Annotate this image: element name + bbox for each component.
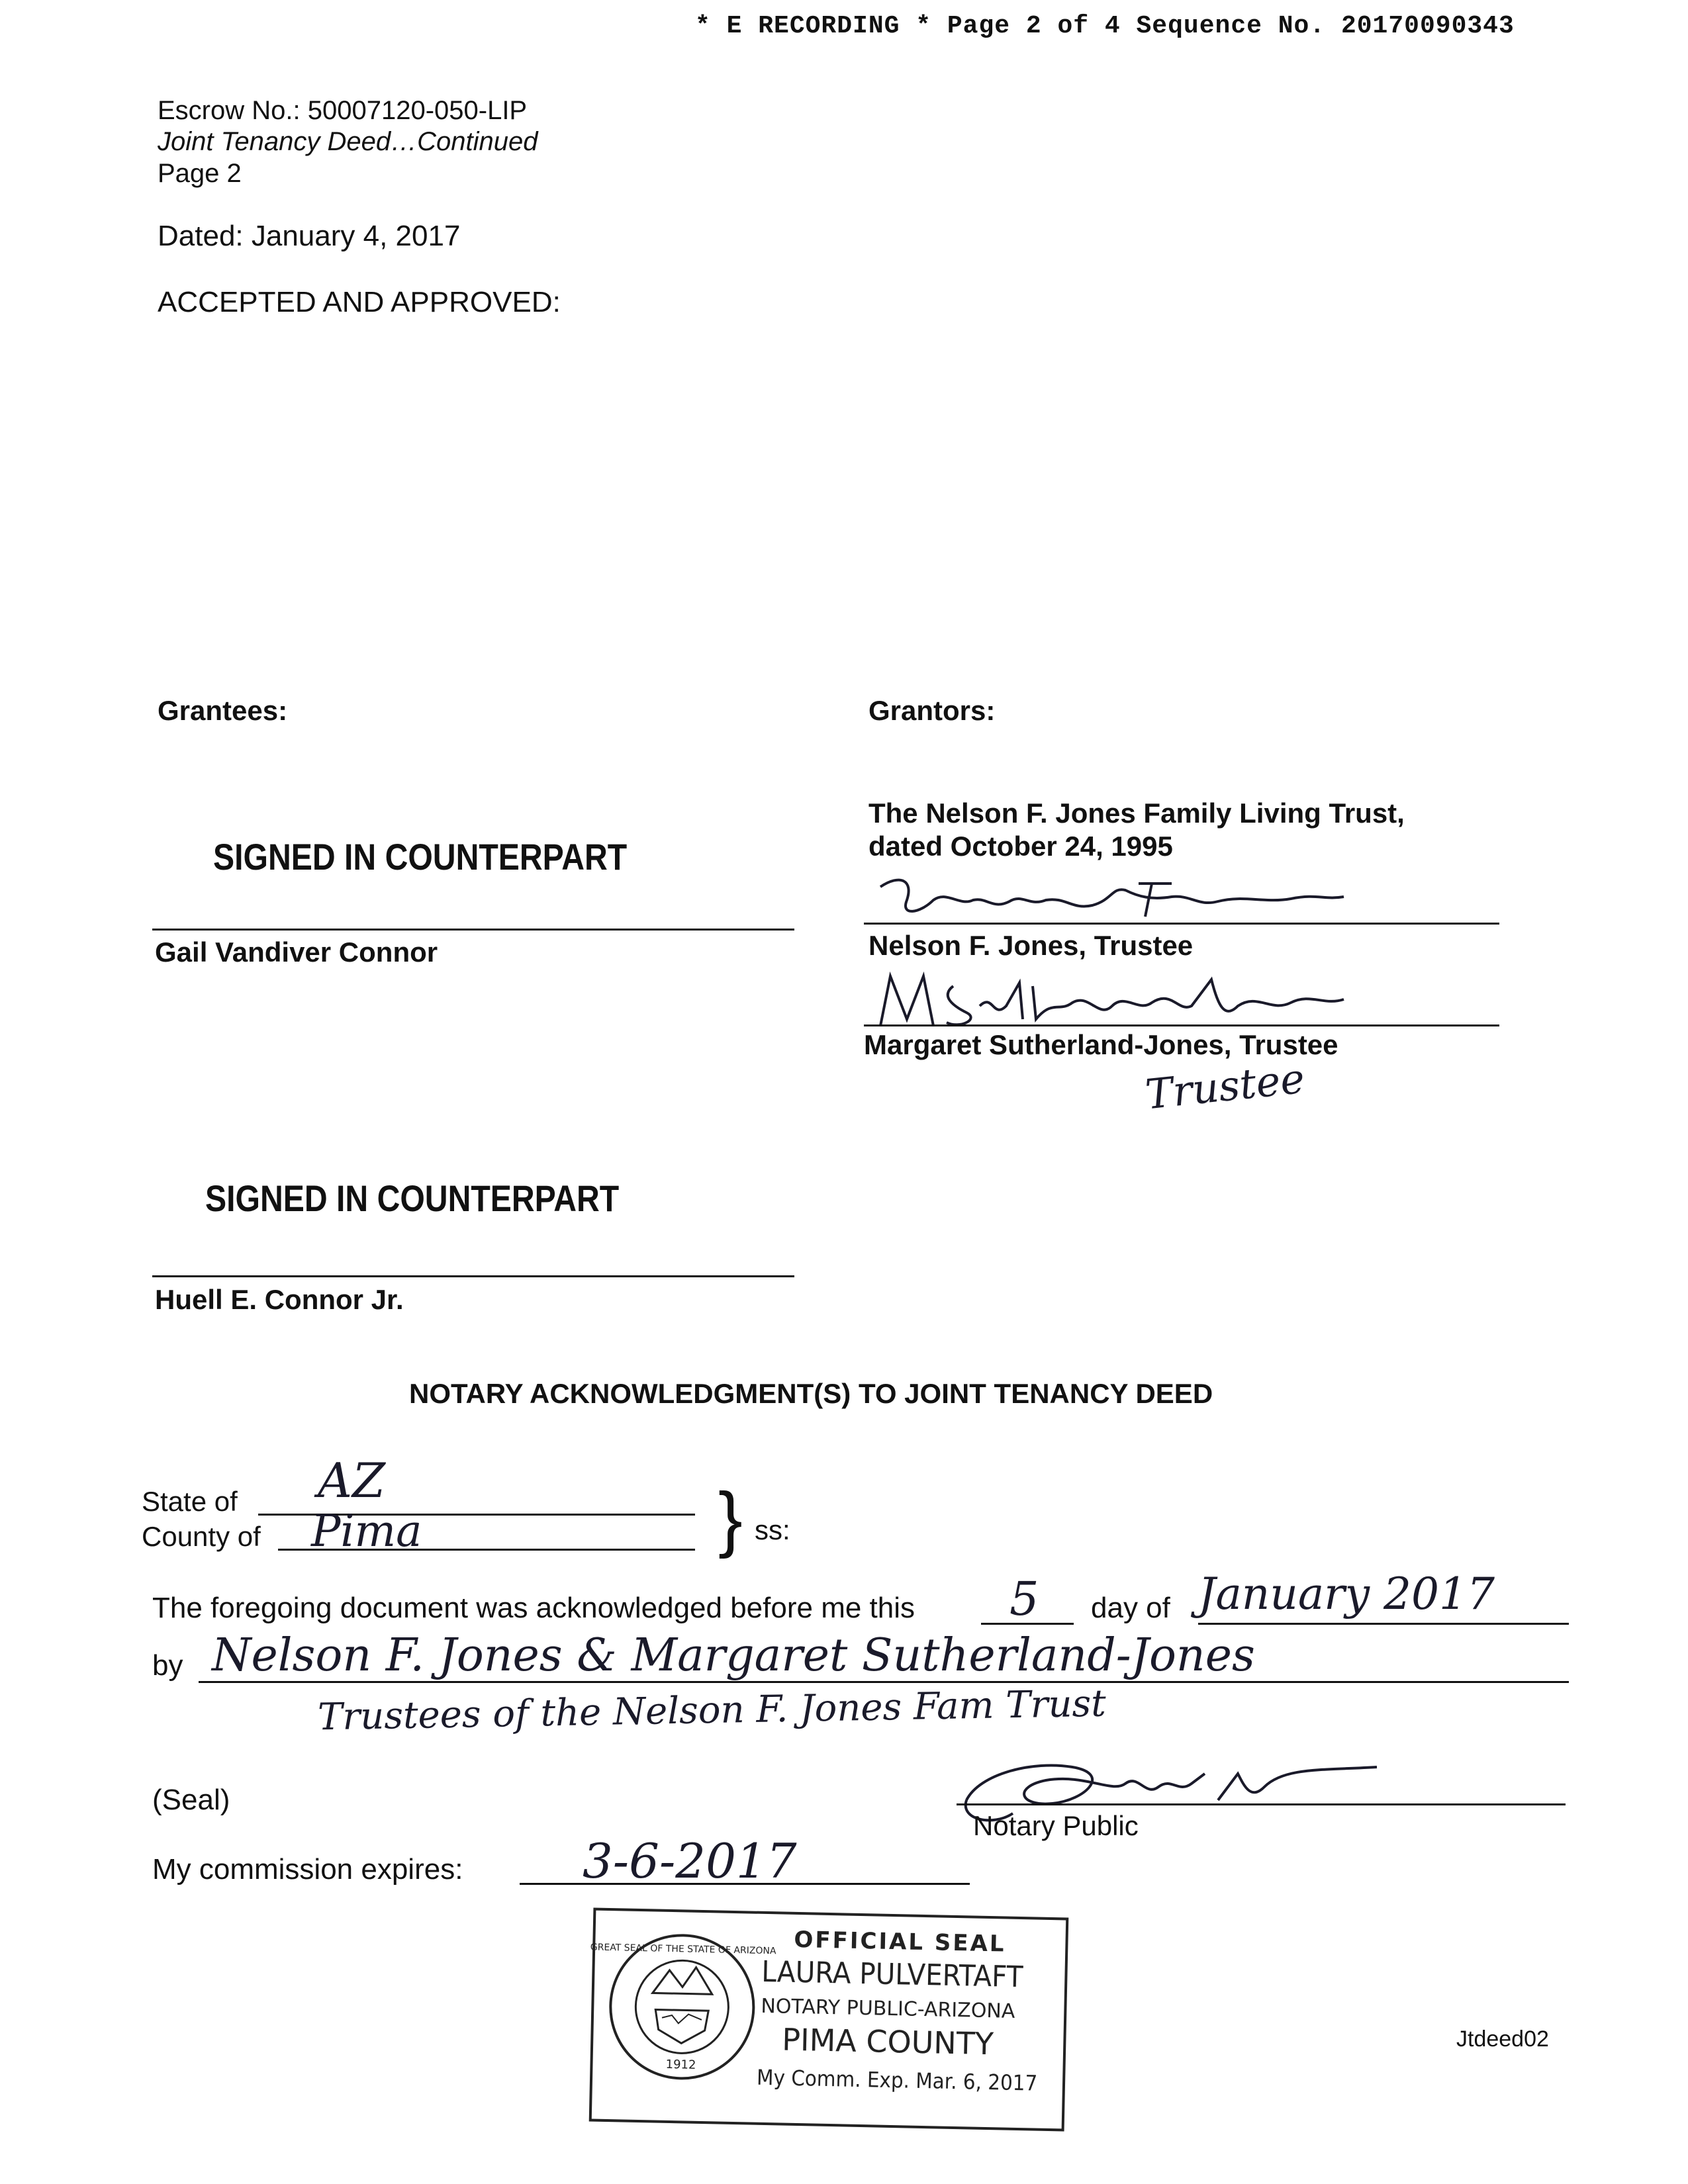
grantor-signature-line-2 (864, 1024, 1499, 1026)
dated-line: Dated: January 4, 2017 (158, 220, 461, 252)
stamp-expires: My Comm. Exp. Mar. 6, 2017 (756, 2064, 1038, 2096)
stamp-official-seal: OFFICIAL SEAL (794, 1926, 1006, 1958)
notary-signature-line (957, 1803, 1566, 1805)
by-value-trustees: Trustees of the Nelson F. Jones Fam Trust (317, 1682, 1107, 1739)
stamp-county: PIMA COUNTY (781, 2021, 994, 2062)
stamp-notary-name: LAURA PULVERTAFT (761, 1954, 1023, 1995)
ss-brace: } (718, 1478, 743, 1559)
state-label: State of (142, 1486, 238, 1517)
grantor-name-2: Margaret Sutherland-Jones, Trustee (864, 1029, 1338, 1060)
commission-value: 3-6-2017 (583, 1833, 797, 1889)
grantor-name-1: Nelson F. Jones, Trustee (868, 930, 1194, 961)
stamp-notary-title: NOTARY PUBLIC-ARIZONA (761, 1994, 1015, 2023)
day-value: 5 (1009, 1572, 1039, 1626)
seal-year: 1912 (665, 2057, 696, 2072)
by-label: by (152, 1649, 183, 1682)
recording-header: * E RECORDING * Page 2 of 4 Sequence No. 20170090343 (695, 12, 1515, 40)
day-of-label: day of (1091, 1592, 1170, 1624)
month-value: January 2017 (1198, 1569, 1495, 1619)
state-value: AZ (318, 1453, 386, 1508)
seal-label: (Seal) (152, 1784, 230, 1816)
county-value: Pima (311, 1506, 422, 1557)
notary-title: NOTARY ACKNOWLEDGMENT(S) TO JOINT TENANCY DEED (409, 1378, 1213, 1409)
page-label: Page 2 (158, 159, 242, 188)
foregoing-text: The foregoing document was acknowledged before me this (152, 1592, 915, 1624)
month-line (1198, 1623, 1569, 1625)
grantee-name-1: Gail Vandiver Connor (155, 936, 438, 968)
accepted-approved: ACCEPTED AND APPROVED: (158, 286, 561, 318)
notary-public-label: Notary Public (973, 1810, 1139, 1841)
ss-label: ss: (755, 1514, 790, 1545)
arizona-seal-icon (590, 1929, 776, 2085)
grantee-signature-line-1 (152, 929, 794, 931)
margaret-signature (861, 966, 1410, 1039)
grantee-signature-line-2 (152, 1275, 794, 1277)
document-code: Jtdeed02 (1456, 2026, 1549, 2052)
grantees-heading: Grantees: (158, 695, 288, 726)
continued-label: Joint Tenancy Deed…Continued (158, 127, 538, 156)
grantor-signature-line-1 (864, 923, 1499, 925)
signed-in-counterpart-2: SIGNED IN COUNTERPART (205, 1177, 620, 1219)
seal-ring-text: GREAT SEAL OF THE STATE OF ARIZONA (590, 1942, 776, 1957)
by-value: Nelson F. Jones & Margaret Sutherland-Jones (212, 1629, 1255, 1682)
escrow-number: Escrow No.: 50007120-050-LIP (158, 96, 528, 125)
official-seal-stamp (589, 1908, 1069, 2132)
grantee-name-2: Huell E. Connor Jr. (155, 1284, 404, 1315)
grantors-heading: Grantors: (868, 695, 996, 726)
handwritten-trustee: Trustee (1143, 1054, 1307, 1119)
trust-date: dated October 24, 1995 (868, 831, 1173, 862)
trust-name: The Nelson F. Jones Family Living Trust, (868, 797, 1405, 829)
county-label: County of (142, 1521, 261, 1552)
signed-in-counterpart-1: SIGNED IN COUNTERPART (213, 836, 628, 878)
commission-label: My commission expires: (152, 1853, 463, 1886)
